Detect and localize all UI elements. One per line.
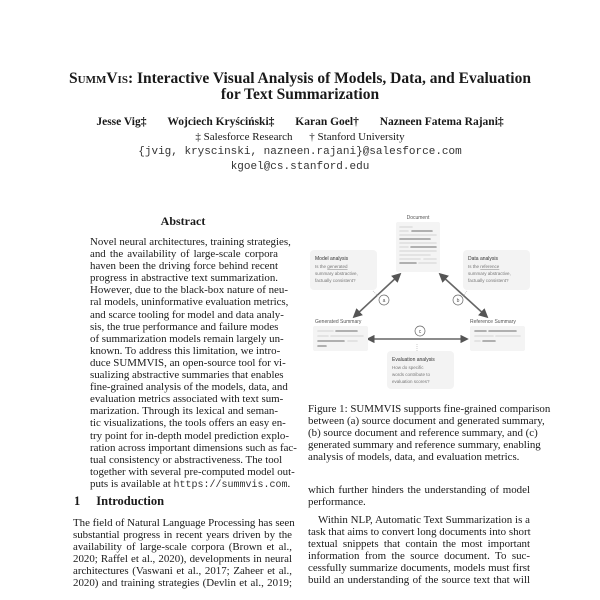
- section-number: 1: [74, 494, 81, 508]
- author: Jesse Vig‡: [96, 116, 147, 128]
- text-line: architectures (Vaswani et al., 2017; Zaheer et al.,: [73, 565, 292, 578]
- text: How do specific: [392, 365, 424, 370]
- box-title: Data analysis: [468, 256, 499, 262]
- abstract-heading: Abstract: [160, 214, 206, 228]
- text-line: availability of large-scale corpora (Brown et al.,: [73, 541, 292, 554]
- reference-summary-label: Reference Summary: [470, 319, 516, 325]
- text: factually consistent?: [468, 278, 509, 283]
- email-line: kgoel@cs.stanford.edu: [230, 161, 370, 173]
- right-paragraph-1: [308, 484, 530, 508]
- reference-summary-card: [470, 326, 525, 351]
- text-line: analysis of models, data, and evaluation metrics.: [308, 451, 520, 464]
- text-line: fine-grained analysis of the models, data, and: [90, 381, 288, 394]
- text: Is the: [468, 264, 481, 269]
- text: .: [287, 478, 291, 490]
- marker-c: [415, 326, 425, 336]
- text-line: marization. Through its lexical and seman-: [90, 405, 278, 418]
- text-line: evaluation metrics associated with text sum-: [90, 393, 284, 406]
- svg-text:Is the reference: [468, 264, 500, 269]
- text-line: sis, the true performance and failure modes: [90, 320, 279, 333]
- model-analysis-box: [310, 250, 377, 290]
- svg-text:b: b: [456, 298, 460, 304]
- introduction-body: [73, 517, 295, 590]
- text-line: and scarce tooling for model and data analy-: [90, 308, 284, 321]
- text-line: tual consistency or abstractiveness. The tool: [90, 453, 283, 466]
- paper-title-line-2: for Text Summarization: [220, 86, 380, 103]
- paper-title-line-1: [0, 71, 600, 87]
- text-line: performance.: [308, 496, 366, 509]
- text-line: 2020; Raffel et al., 2020), developments in neural: [73, 553, 292, 566]
- text: summary abstractive,: [315, 271, 358, 276]
- text-line: information from the source document. To suc-: [308, 550, 530, 563]
- text-line: Within NLP, Automatic Text Summarization is a: [318, 514, 530, 526]
- text-line: 2020) and training strategies (Devlin et al., 2019;: [73, 577, 292, 590]
- text: Is the: [315, 264, 328, 269]
- section-heading-introduction: [74, 494, 164, 509]
- text-line: tic visualizations, the tools offers an easy en-: [90, 417, 286, 430]
- marker-b: [453, 295, 463, 305]
- svg-text:a: a: [382, 298, 386, 304]
- abstract-body: [90, 236, 297, 478]
- text-line: and the availability of large-scale corpora: [90, 248, 278, 261]
- text-line: (b) source document and reference summary, and (c): [308, 427, 538, 440]
- text-line: haven been the driving force behind recent: [90, 260, 278, 273]
- affiliations: [0, 131, 600, 143]
- svg-text:Is the generated: [315, 264, 348, 269]
- text-line: ration across important dimensions such as fac-: [90, 441, 297, 454]
- author: Karan Goel†: [295, 116, 359, 128]
- text-line: of summarization models remain largely un-: [90, 332, 284, 345]
- text-line: The field of Natural Language Processing has seen: [73, 517, 295, 529]
- svg-text:c: c: [418, 329, 422, 335]
- text-line: substantial progress in recent years driven by the: [73, 529, 292, 542]
- text: reference: [480, 264, 500, 269]
- title-rest: : Interactive Visual Analysis of Models, Data, and Evaluation: [127, 70, 531, 87]
- text: summary abstractive,: [468, 271, 511, 276]
- box-title: Model analysis: [315, 256, 349, 262]
- figure-1-diagram: [300, 205, 540, 400]
- document-card: [396, 222, 440, 272]
- text-line: together with several pre-computed model out-: [90, 465, 295, 478]
- text-line: generated summary and reference summary, enabling: [308, 439, 541, 452]
- email-line: {jvig, kryscinski, nazneen.rajani}@salesforce.com: [138, 146, 462, 158]
- section-title: Introduction: [96, 494, 165, 508]
- text: evaluation scores?: [392, 379, 430, 384]
- text-line: cessfully summarize documents, models must first: [308, 562, 530, 575]
- text-line: Novel neural architectures, training strategies,: [90, 236, 291, 248]
- right-paragraph-2: [308, 514, 530, 587]
- generated-summary-card: [313, 326, 368, 351]
- text-line: textual snippets that contain the most important: [308, 538, 530, 551]
- author: Nazneen Fatema Rajani‡: [379, 116, 504, 128]
- abstract-last-line: [90, 478, 291, 491]
- data-analysis-box: [463, 250, 530, 290]
- text-line: try point for in-depth model prediction explo-: [90, 429, 290, 442]
- box-title: Evaluation analysis: [392, 357, 435, 363]
- text-line: sualizing abstractive summaries that enables: [90, 369, 284, 382]
- evaluation-analysis-box: [387, 351, 454, 389]
- text: factually consistent?: [315, 278, 356, 283]
- text: puts is available at: [90, 478, 174, 490]
- affiliation: ‡ Salesforce Research: [195, 131, 293, 143]
- author-list: [0, 116, 600, 128]
- text-line: duce SUMMVIS, an open-source tool for vi-: [90, 356, 286, 369]
- text-line: known. To address this limitation, we intro-: [90, 344, 281, 357]
- text: generated: [327, 264, 348, 269]
- figure-1-caption: [308, 403, 551, 464]
- marker-a: [379, 295, 389, 305]
- text: words contribute to: [392, 372, 431, 377]
- text-line: Figure 1: SUMMVIS supports fine-grained comparison: [308, 403, 551, 415]
- text-line: progress in abstractive text summarization.: [90, 272, 278, 285]
- affiliation: † Stanford University: [309, 131, 405, 143]
- text-line: task that aims to convert long documents into short: [308, 526, 531, 539]
- text-line: build an understanding of the source text that will: [308, 574, 530, 587]
- document-label: Document: [406, 215, 430, 221]
- text-line: However, due to the black-box nature of neu-: [90, 284, 288, 297]
- generated-summary-label: Generated Summary: [315, 319, 362, 325]
- author: Wojciech Kryściński‡: [167, 116, 275, 128]
- text-line: which further hinders the understanding of model: [308, 484, 530, 496]
- tool-name: SummVis: [69, 70, 128, 87]
- text-line: ral models, uninformative evaluation metrics,: [90, 296, 289, 309]
- url-link[interactable]: https://summvis.com: [173, 480, 288, 491]
- text-line: between (a) source document and generated summary,: [308, 415, 545, 428]
